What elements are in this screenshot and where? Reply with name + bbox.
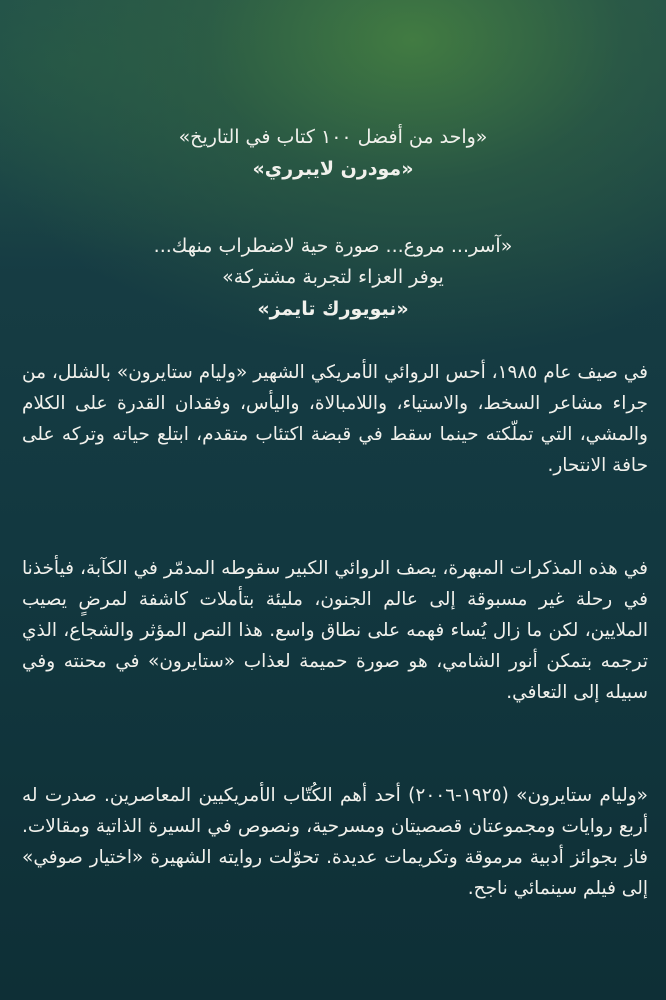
synopsis-paragraph-2: في هذه المذكرات المبهرة، يصف الروائي الكبير سقوطه المدمّر في الكآبة، فيأخذنا في رحلة غير مسبوقة إلى عالم الجنون، مليئة بتأملات كاشفة لمرضٍ يصيب الملايين، لكن ما زال يُساء فهمه على نطاق واسع. هذا النص المؤثر والشجاع، الذي ترجمه بتمكن أنور الشامي، هو صورة حميمة لعذاب «ستايرون» في محنته وفي سبيله إلى التعافي. [22,558,648,703]
blurb-quote-text: «واحد من أفضل ١٠٠ كتاب في التاريخ» [178,126,488,148]
blurb-modern-library [0,122,666,185]
blurb-source: «مودرن لايبرري» [252,158,414,180]
author-bio-paragraph: «وليام ستايرون» (١٩٢٥-٢٠٠٦) أحد أهم الكُتّاب الأمريكيين المعاصرين. صدرت له أربع روايات ومجموعتان قصصيتان ومسرحية، ونصوص في السيرة الذاتية ومقالات. فاز بجوائز أدبية مرموقة وتكريمات عديدة. تحوّلت روايته الشهيرة «اختيار صوفي» إلى فيلم سينمائي ناجح. [22,785,648,899]
blurb-source: «نيويورك تايمز» [257,298,409,320]
blurb-quote-line-1: «آسر... مروع... صورة حية لاضطراب منهك... [153,235,513,257]
synopsis-paragraph-1: في صيف عام ١٩٨٥، أحس الروائي الأمريكي الشهير «وليام ستايرون» بالشلل، من جراء مشاعر السخط، والاستياء، واللامبالاة، واليأس، وفقدان القدرة على الكلام والمشي، التي تملّكته حينما سقط في قبضة اكتئاب متقدم، ابتلع حياته وتركه على حافة الانتحار. [22,362,649,476]
blurb-new-york-times [0,231,666,325]
blurb-quote-line-2: يوفر العزاء لتجربة مشتركة» [222,266,444,288]
